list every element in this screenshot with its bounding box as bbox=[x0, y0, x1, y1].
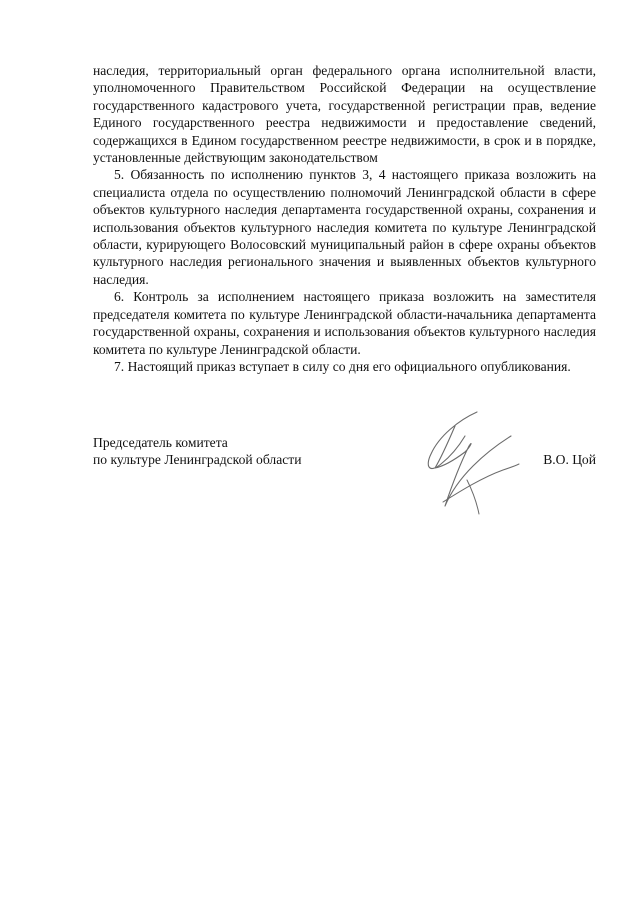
signatory-name: В.О. Цой bbox=[543, 452, 596, 468]
signatory-title-line-2: по культуре Ленинградской области bbox=[93, 452, 302, 468]
signature-block bbox=[93, 434, 596, 524]
paragraph-6: 6. Контроль за исполнением настоящего приказа возложить на заместителя председателя комитета по культуре Ленинградской области-начальника департамента государственной охраны, сохранения и использования объектов культурного наследия комитета по культуре Ленинградской области. bbox=[93, 289, 596, 357]
signatory-title-line-1: Председатель комитета bbox=[93, 435, 228, 450]
paragraph-7: 7. Настоящий приказ вступает в силу со дня его официального опубликования. bbox=[114, 358, 571, 374]
handwritten-signature bbox=[415, 406, 525, 516]
paragraph-5: 5. Обязанность по исполнению пунктов 3, 4 настоящего приказа возложить на специалиста отдела по осуществлению полномочий Ленинградской области в сфере объектов культурного наследия департамента государственной охраны, сохранения и использования объектов культурного наследия комитета по культуре Ленинградской области, курирующего Волосовский муниципальный район в сфере охраны объектов культурного наследия регионального значения и выявленных объектов культурного наследия. bbox=[93, 167, 596, 287]
signatory-title bbox=[93, 434, 302, 469]
paragraph-continuation: наследия, территориальный орган федерального органа исполнительной власти, уполномоченного Правительством Российской Федерации на осуществление государственного кадастрового учета, государственной регистрации прав, ведение Единого государственного реестра недвижимости и предоставление сведений, содержащихся в Едином государственном реестре недвижимости, в срок и в порядке, установленные действующим законодательством bbox=[93, 63, 596, 166]
document-body bbox=[93, 62, 596, 375]
